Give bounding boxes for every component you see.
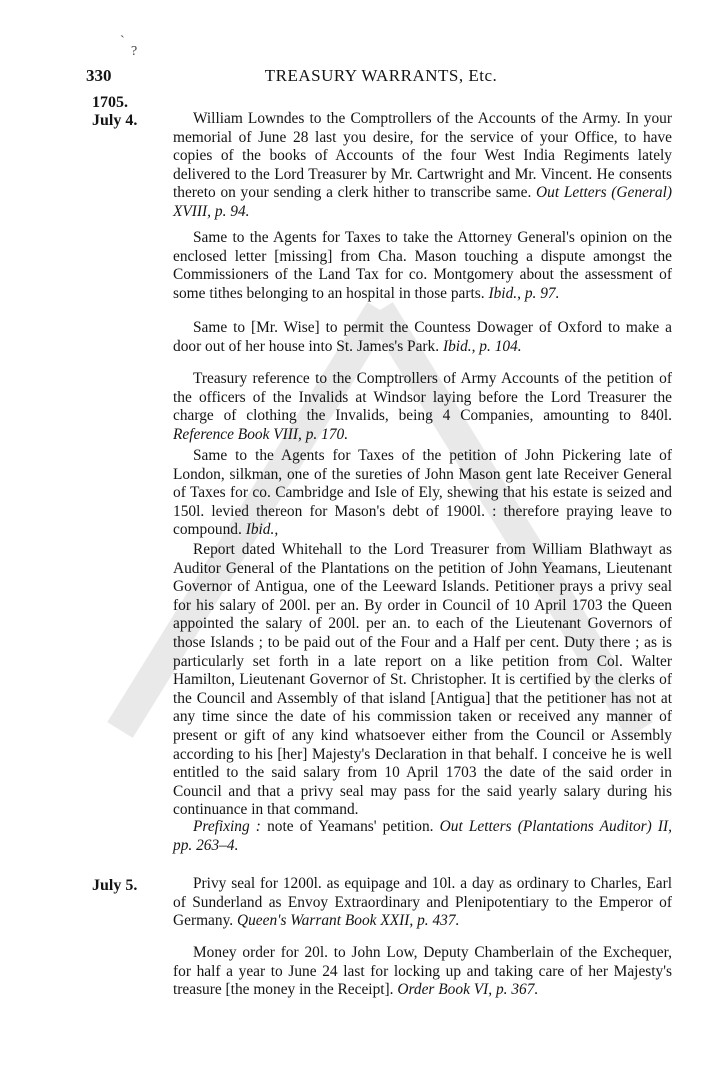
entry-paragraph: Money order for 20l. to John Low, Deputy Chamberlain of the Exchequer, for half a year to June 24 last for locking up and taking care of her Majesty's treasure [the money in the Receipt]. Order Book VI, p. 367.: [173, 944, 672, 999]
source-reference: Order Book VI, p. 367.: [397, 981, 539, 999]
source-reference: Out Letters (Plantations Auditor) II, pp. 263–4.: [173, 818, 672, 854]
source-reference: Out Letters (General) XVIII, p. 94.: [173, 184, 672, 220]
source-reference: Ibid.,: [245, 521, 279, 539]
margin-date-july5: July 5.: [92, 877, 138, 894]
entry-paragraph: Report dated Whitehall to the Lord Treasurer from William Blathwayt as Auditor General of the Plantations on the petition of John Yeamans, Lieutenant Governor of Antigua, one of the Leeward Islands. Petitioner prays a privy seal for his salary of 200l. per an. By order in Council of 10 April 1703 the Queen appointed the salary of 200l. per an. to each of the Lieutenant Governors of those Islands ; to be paid out of the Four and a Half per cent. Duty there ; as is particularly set forth in a late report on a like petition from Col. Walter Hamilton, Lieutenant Governor of St. Christopher. It is certified by the clerks of the Council and Assembly of that island [Antigua] that the petitioner has not at any time since the date of his commission taken or received any manner of present or gift of any kind whatsoever either from the Council or Assembly according to his [her] Majesty's Declaration in that behalf. I conceive he is well entitled to the said salary from 10 April 1703 the date of the said order in Council and that a privy seal may pass for the said yearly salary during his continuance in that command.: [173, 541, 672, 819]
running-title: TREASURY WARRANTS, Etc.: [264, 66, 498, 85]
prefixing-label: Prefixing :: [193, 818, 261, 835]
entry-paragraph: William Lowndes to the Comptrollers of the Accounts of the Army. In your memorial of June 28 last you desire, for the service of your Office, to have copies of the books of Accounts of the four West India Regiments lately delivered to the Lord Treasurer by Mr. Cartwright and Mr. Vincent. He consents thereto on your sending a clerk hither to transcribe same. Out Letters (General) XVIII, p. 94.: [173, 110, 672, 220]
page-number: 330: [86, 66, 112, 85]
stray-mark: ?: [131, 44, 138, 59]
margin-year: 1705.: [92, 94, 128, 111]
entry-paragraph: Same to the Agents for Taxes to take the Attorney General's opinion on the enclosed letter [missing] from Cha. Mason touching a dispute amongst the Commissioners of the Land Tax for co. Montgomery about the assessment of some tithes belonging to an hospital in those parts. Ibid., p. 97.: [173, 229, 672, 302]
running-header: [86, 66, 676, 90]
source-reference: Ibid., p. 97.: [488, 284, 560, 302]
source-reference: Queen's Warrant Book XXII, p. 437.: [236, 912, 460, 930]
stray-mark: `: [120, 34, 125, 49]
entry-paragraph: Prefixing : note of Yeamans' petition. Out Letters (Plantations Auditor) II, pp. 263–4.: [173, 818, 672, 854]
margin-date-july4: July 4.: [92, 112, 138, 129]
entry-paragraph: Privy seal for 1200l. as equipage and 10l. a day as ordinary to Charles, Earl of Sunderland as Envoy Extraordinary and Plenipotentiary to the Emperor of Germany. Queen's Warrant Book XXII, p. 437.: [173, 875, 672, 930]
entry-paragraph: Same to [Mr. Wise] to permit the Countess Dowager of Oxford to make a door out of her house into St. James's Park. Ibid., p. 104.: [173, 319, 672, 355]
entry-paragraph: Same to the Agents for Taxes of the petition of John Pickering late of London, silkman, one of the sureties of John Mason gent late Receiver General of Taxes for co. Cambridge and Isle of Ely, shewing that his estate is seized and 150l. levied thereon for Mason's debt of 1900l. : therefore praying leave to compound. Ibid.,: [173, 447, 672, 539]
source-reference: Ibid., p. 104.: [442, 337, 522, 355]
source-reference: Reference Book VIII, p. 170.: [173, 425, 349, 443]
entry-paragraph: Treasury reference to the Comptrollers of Army Accounts of the petition of the officers of the Invalids at Windsor laying before the Lord Treasurer the charge of clothing the Invalids, being 4 Companies, amounting to 840l. Reference Book VIII, p. 170.: [173, 370, 672, 443]
